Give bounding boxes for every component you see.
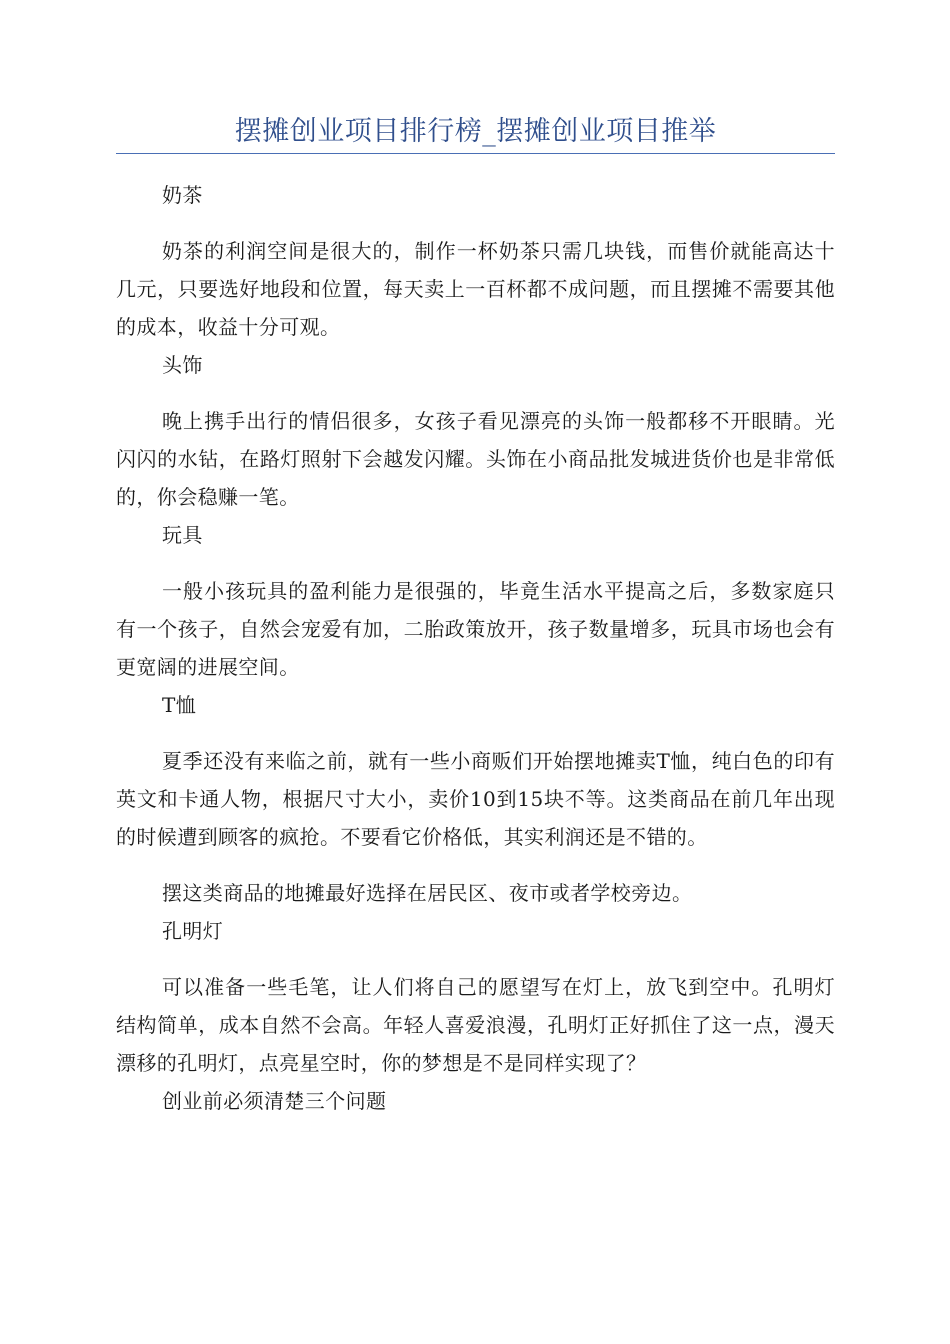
paragraph-milk-tea: 奶茶的利润空间是很大的，制作一杯奶茶只需几块钱，而售价就能高达十几元，只要选好地段和位置，每天卖上一百杯都不成问题，而且摆摊不需要其他的成本，收益十分可观。 — [116, 239, 835, 339]
paragraph-headwear: 晚上携手出行的情侣很多，女孩子看见漂亮的头饰一般都移不开眼睛。光闪闪的水钻，在路灯照射下会越发闪耀。头饰在小商品批发城进货价也是非常低的，你会稳赚一笔。 — [116, 409, 835, 509]
section-heading-tshirt: T恤 — [162, 693, 197, 717]
document-body — [116, 176, 835, 1120]
section-heading-sky-lantern: 孔明灯 — [162, 919, 224, 943]
paragraph-tshirt-location: 摆这类商品的地摊最好选择在居民区、夜市或者学校旁边。 — [162, 881, 693, 905]
paragraph-sky-lantern: 可以准备一些毛笔，让人们将自己的愿望写在灯上，放飞到空中。孔明灯结构简单，成本自然不会高。年轻人喜爱浪漫，孔明灯正好抓住了这一点，漫天漂移的孔明灯，点亮星空时，你的梦想是不是同样实现了？ — [116, 975, 835, 1075]
title-underline — [116, 153, 835, 154]
section-heading-milk-tea: 奶茶 — [162, 183, 203, 207]
document-title: 摆摊创业项目排行榜_摆摊创业项目推举 — [234, 116, 717, 147]
section-heading-toys: 玩具 — [162, 523, 203, 547]
section-heading-three-questions: 创业前必须清楚三个问题 — [162, 1089, 387, 1113]
paragraph-toys: 一般小孩玩具的盈利能力是很强的，毕竟生活水平提高之后，多数家庭只有一个孩子，自然会宠爱有加，二胎政策放开，孩子数量增多，玩具市场也会有更宽阔的进展空间。 — [116, 579, 835, 679]
section-heading-headwear: 头饰 — [162, 353, 203, 377]
paragraph-tshirt: 夏季还没有来临之前，就有一些小商贩们开始摆地摊卖T恤，纯白色的印有英文和卡通人物，根据尺寸大小，卖价10到15块不等。这类商品在前几年出现的时候遭到顾客的疯抢。不要看它价格低，其实利润还是不错的。 — [116, 749, 835, 849]
